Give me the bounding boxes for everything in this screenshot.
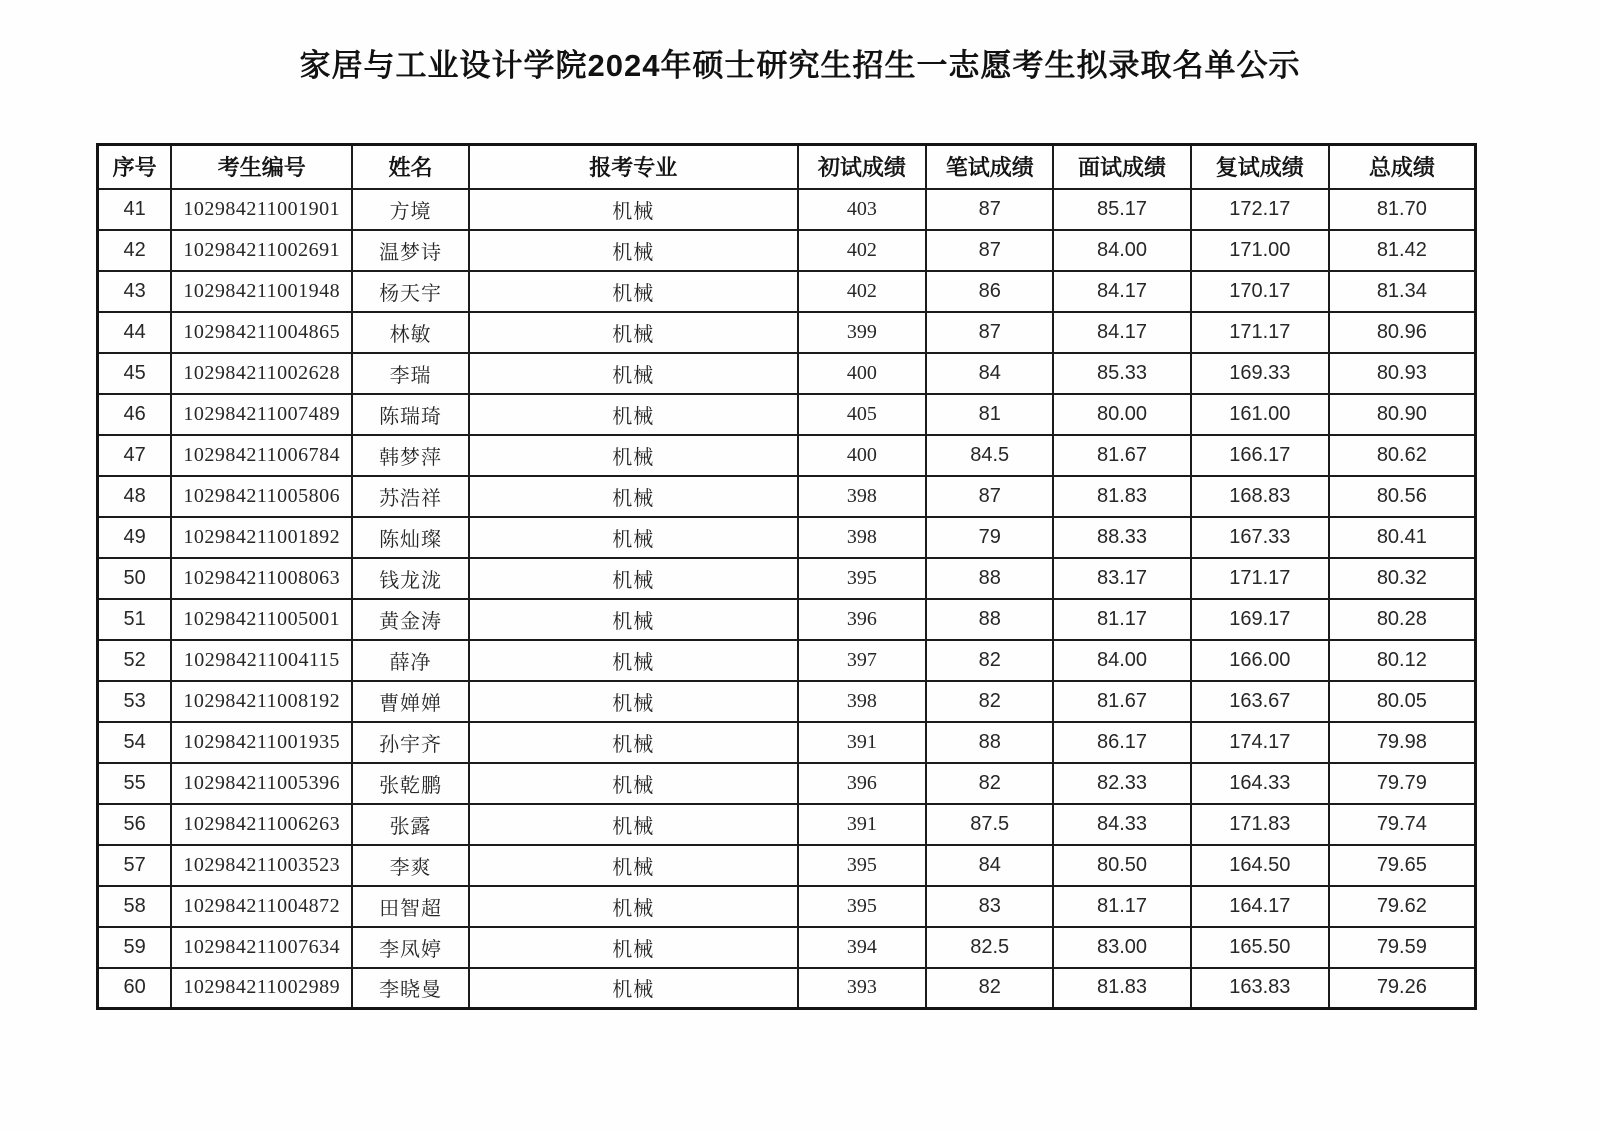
table-cell: 102984211008063: [171, 558, 352, 599]
table-row: [98, 845, 1476, 886]
table-cell: 164.17: [1191, 886, 1329, 927]
table-cell: 42: [98, 230, 172, 271]
table-cell: 102984211004115: [171, 640, 352, 681]
table-cell: 81.17: [1053, 886, 1191, 927]
table-cell: 79.62: [1329, 886, 1476, 927]
table-cell: 机械: [469, 517, 798, 558]
table-cell: 机械: [469, 640, 798, 681]
table-cell: 机械: [469, 968, 798, 1009]
table-cell: 80.32: [1329, 558, 1476, 599]
table-cell: 韩梦萍: [352, 435, 469, 476]
table-cell: 102984211006784: [171, 435, 352, 476]
table-cell: 53: [98, 681, 172, 722]
table-cell: 47: [98, 435, 172, 476]
table-cell: 102984211003523: [171, 845, 352, 886]
table-cell: 机械: [469, 804, 798, 845]
table-cell: 张露: [352, 804, 469, 845]
table-cell: 86.17: [1053, 722, 1191, 763]
table-cell: 李爽: [352, 845, 469, 886]
table-cell: 84.5: [926, 435, 1053, 476]
table-cell: 161.00: [1191, 394, 1329, 435]
table-cell: 86: [926, 271, 1053, 312]
table-cell: 163.83: [1191, 968, 1329, 1009]
table-cell: 48: [98, 476, 172, 517]
table-cell: 391: [798, 804, 927, 845]
admission-table-header: [98, 145, 1476, 189]
table-cell: 85.33: [1053, 353, 1191, 394]
table-cell: 164.50: [1191, 845, 1329, 886]
table-cell: 81.83: [1053, 476, 1191, 517]
table-cell: 80.62: [1329, 435, 1476, 476]
table-cell: 171.83: [1191, 804, 1329, 845]
table-row: [98, 640, 1476, 681]
table-cell: 80.96: [1329, 312, 1476, 353]
table-cell: 80.41: [1329, 517, 1476, 558]
table-cell: 83: [926, 886, 1053, 927]
table-cell: 50: [98, 558, 172, 599]
table-row: [98, 804, 1476, 845]
table-cell: 102984211007634: [171, 927, 352, 968]
table-cell: 163.67: [1191, 681, 1329, 722]
table-cell: 81.70: [1329, 189, 1476, 230]
document-page: [0, 40, 1600, 1131]
table-cell: 87.5: [926, 804, 1053, 845]
table-row: [98, 681, 1476, 722]
table-cell: 88.33: [1053, 517, 1191, 558]
table-cell: 51: [98, 599, 172, 640]
table-cell: 394: [798, 927, 927, 968]
table-cell: 102984211001892: [171, 517, 352, 558]
table-cell: 84: [926, 845, 1053, 886]
table-cell: 102984211007489: [171, 394, 352, 435]
table-cell: 方境: [352, 189, 469, 230]
table-cell: 88: [926, 558, 1053, 599]
table-cell: 机械: [469, 189, 798, 230]
table-cell: 机械: [469, 927, 798, 968]
table-cell: 403: [798, 189, 927, 230]
table-row: [98, 394, 1476, 435]
table-row: [98, 476, 1476, 517]
table-cell: 169.33: [1191, 353, 1329, 394]
table-cell: 405: [798, 394, 927, 435]
table-cell: 陈灿璨: [352, 517, 469, 558]
table-cell: 169.17: [1191, 599, 1329, 640]
table-cell: 82: [926, 640, 1053, 681]
table-cell: 82: [926, 681, 1053, 722]
table-row: [98, 763, 1476, 804]
header-row: [98, 145, 1476, 189]
column-header: 复试成绩: [1191, 145, 1329, 189]
column-header: 序号: [98, 145, 172, 189]
table-cell: 174.17: [1191, 722, 1329, 763]
table-cell: 80.05: [1329, 681, 1476, 722]
table-cell: 60: [98, 968, 172, 1009]
table-row: [98, 230, 1476, 271]
table-cell: 87: [926, 476, 1053, 517]
table-cell: 84.33: [1053, 804, 1191, 845]
table-cell: 80.28: [1329, 599, 1476, 640]
table-cell: 397: [798, 640, 927, 681]
table-cell: 398: [798, 476, 927, 517]
table-cell: 102984211004865: [171, 312, 352, 353]
table-cell: 395: [798, 886, 927, 927]
table-cell: 79.79: [1329, 763, 1476, 804]
table-cell: 82: [926, 968, 1053, 1009]
table-cell: 79.59: [1329, 927, 1476, 968]
table-cell: 79.26: [1329, 968, 1476, 1009]
table-row: [98, 271, 1476, 312]
table-cell: 165.50: [1191, 927, 1329, 968]
table-cell: 58: [98, 886, 172, 927]
table-cell: 399: [798, 312, 927, 353]
table-cell: 机械: [469, 599, 798, 640]
table-cell: 171.17: [1191, 558, 1329, 599]
table-cell: 167.33: [1191, 517, 1329, 558]
table-cell: 102984211001948: [171, 271, 352, 312]
table-cell: 80.12: [1329, 640, 1476, 681]
table-cell: 81.67: [1053, 435, 1191, 476]
table-cell: 52: [98, 640, 172, 681]
column-header: 总成绩: [1329, 145, 1476, 189]
table-cell: 机械: [469, 271, 798, 312]
table-cell: 田智超: [352, 886, 469, 927]
admission-table: [96, 143, 1477, 1010]
column-header: 面试成绩: [1053, 145, 1191, 189]
table-cell: 陈瑞琦: [352, 394, 469, 435]
table-cell: 张乾鹏: [352, 763, 469, 804]
table-cell: 102984211002628: [171, 353, 352, 394]
table-cell: 79: [926, 517, 1053, 558]
table-row: [98, 599, 1476, 640]
table-cell: 82: [926, 763, 1053, 804]
table-cell: 102984211005001: [171, 599, 352, 640]
table-cell: 400: [798, 435, 927, 476]
table-cell: 机械: [469, 763, 798, 804]
table-cell: 李瑞: [352, 353, 469, 394]
table-cell: 孙宇齐: [352, 722, 469, 763]
table-cell: 45: [98, 353, 172, 394]
table-cell: 机械: [469, 394, 798, 435]
table-cell: 81.42: [1329, 230, 1476, 271]
table-cell: 机械: [469, 312, 798, 353]
table-cell: 102984211002691: [171, 230, 352, 271]
table-cell: 166.17: [1191, 435, 1329, 476]
table-cell: 59: [98, 927, 172, 968]
table-cell: 88: [926, 599, 1053, 640]
table-cell: 80.93: [1329, 353, 1476, 394]
table-row: [98, 968, 1476, 1009]
table-cell: 88: [926, 722, 1053, 763]
table-cell: 79.74: [1329, 804, 1476, 845]
table-row: [98, 312, 1476, 353]
table-cell: 396: [798, 763, 927, 804]
table-cell: 164.33: [1191, 763, 1329, 804]
table-cell: 55: [98, 763, 172, 804]
table-cell: 102984211006263: [171, 804, 352, 845]
table-cell: 172.17: [1191, 189, 1329, 230]
table-cell: 46: [98, 394, 172, 435]
table-row: [98, 558, 1476, 599]
table-cell: 李凤婷: [352, 927, 469, 968]
table-cell: 80.90: [1329, 394, 1476, 435]
table-cell: 395: [798, 558, 927, 599]
admission-table-body: [98, 189, 1476, 1009]
table-cell: 黄金涛: [352, 599, 469, 640]
table-row: [98, 927, 1476, 968]
table-cell: 84: [926, 353, 1053, 394]
column-header: 笔试成绩: [926, 145, 1053, 189]
table-row: [98, 189, 1476, 230]
table-cell: 102984211005396: [171, 763, 352, 804]
table-cell: 81.67: [1053, 681, 1191, 722]
table-cell: 机械: [469, 886, 798, 927]
table-cell: 166.00: [1191, 640, 1329, 681]
table-cell: 49: [98, 517, 172, 558]
table-cell: 薛净: [352, 640, 469, 681]
table-cell: 82.5: [926, 927, 1053, 968]
table-cell: 87: [926, 230, 1053, 271]
table-cell: 机械: [469, 681, 798, 722]
table-cell: 机械: [469, 558, 798, 599]
table-cell: 曹婵婵: [352, 681, 469, 722]
table-row: [98, 886, 1476, 927]
table-cell: 79.65: [1329, 845, 1476, 886]
table-row: [98, 353, 1476, 394]
table-cell: 机械: [469, 353, 798, 394]
table-cell: 李晓曼: [352, 968, 469, 1009]
table-cell: 81.34: [1329, 271, 1476, 312]
table-cell: 168.83: [1191, 476, 1329, 517]
table-cell: 80.56: [1329, 476, 1476, 517]
table-cell: 87: [926, 312, 1053, 353]
table-cell: 102984211001935: [171, 722, 352, 763]
table-cell: 机械: [469, 230, 798, 271]
column-header: 考生编号: [171, 145, 352, 189]
table-cell: 102984211004872: [171, 886, 352, 927]
table-cell: 81.83: [1053, 968, 1191, 1009]
table-cell: 57: [98, 845, 172, 886]
table-cell: 79.98: [1329, 722, 1476, 763]
table-cell: 苏浩祥: [352, 476, 469, 517]
table-cell: 171.00: [1191, 230, 1329, 271]
column-header: 初试成绩: [798, 145, 927, 189]
table-cell: 80.50: [1053, 845, 1191, 886]
table-cell: 402: [798, 230, 927, 271]
table-cell: 170.17: [1191, 271, 1329, 312]
table-cell: 84.00: [1053, 640, 1191, 681]
table-cell: 87: [926, 189, 1053, 230]
column-header: 姓名: [352, 145, 469, 189]
table-cell: 398: [798, 681, 927, 722]
table-cell: 398: [798, 517, 927, 558]
table-row: [98, 517, 1476, 558]
table-cell: 83.17: [1053, 558, 1191, 599]
table-cell: 81: [926, 394, 1053, 435]
table-cell: 402: [798, 271, 927, 312]
table-cell: 41: [98, 189, 172, 230]
table-cell: 85.17: [1053, 189, 1191, 230]
table-row: [98, 435, 1476, 476]
table-cell: 温梦诗: [352, 230, 469, 271]
table-cell: 102984211005806: [171, 476, 352, 517]
table-cell: 钱龙泷: [352, 558, 469, 599]
table-cell: 80.00: [1053, 394, 1191, 435]
table-cell: 机械: [469, 722, 798, 763]
page-title: 家居与工业设计学院2024年硕士研究生招生一志愿考生拟录取名单公示: [299, 48, 1301, 83]
table-cell: 400: [798, 353, 927, 394]
column-header: 报考专业: [469, 145, 798, 189]
table-cell: 林敏: [352, 312, 469, 353]
table-cell: 396: [798, 599, 927, 640]
table-cell: 机械: [469, 476, 798, 517]
table-cell: 393: [798, 968, 927, 1009]
table-cell: 81.17: [1053, 599, 1191, 640]
table-cell: 44: [98, 312, 172, 353]
table-cell: 机械: [469, 845, 798, 886]
table-cell: 102984211002989: [171, 968, 352, 1009]
table-cell: 56: [98, 804, 172, 845]
table-cell: 杨天宇: [352, 271, 469, 312]
table-cell: 84.17: [1053, 271, 1191, 312]
table-row: [98, 722, 1476, 763]
table-cell: 机械: [469, 435, 798, 476]
table-cell: 102984211001901: [171, 189, 352, 230]
table-cell: 43: [98, 271, 172, 312]
table-cell: 54: [98, 722, 172, 763]
table-cell: 171.17: [1191, 312, 1329, 353]
table-cell: 395: [798, 845, 927, 886]
table-cell: 84.00: [1053, 230, 1191, 271]
table-cell: 84.17: [1053, 312, 1191, 353]
table-cell: 102984211008192: [171, 681, 352, 722]
table-cell: 83.00: [1053, 927, 1191, 968]
table-cell: 391: [798, 722, 927, 763]
table-cell: 82.33: [1053, 763, 1191, 804]
